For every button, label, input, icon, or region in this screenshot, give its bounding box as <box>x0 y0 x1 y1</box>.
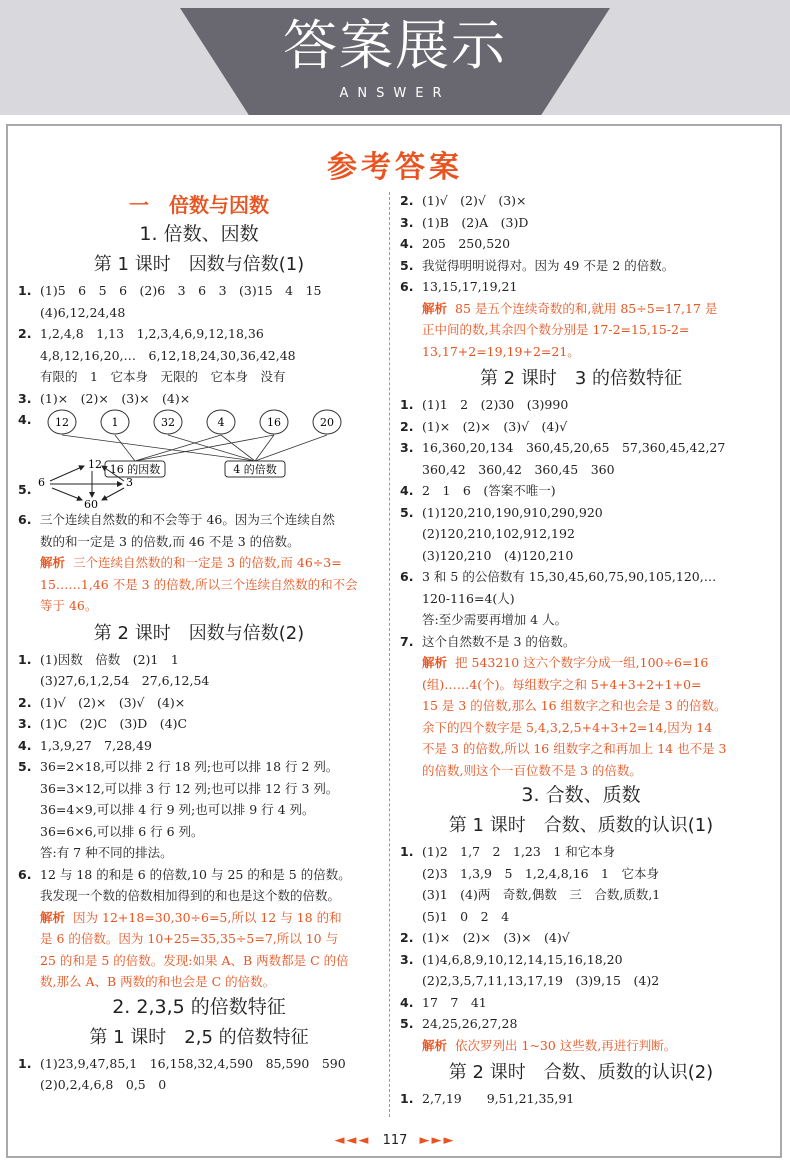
answer-line <box>18 649 380 671</box>
analysis-block <box>400 652 762 781</box>
left-column <box>18 190 380 1096</box>
analysis-line <box>18 574 380 596</box>
answer-line <box>18 842 380 864</box>
question-number: 3. <box>400 951 414 967</box>
analysis-text: 不是 3 的倍数,所以 16 组数字之和再加上 14 也不是 3 <box>422 741 727 756</box>
answer-text: 120-116=4(人) <box>422 590 515 606</box>
analysis-block <box>400 298 762 363</box>
unit-heading: 一 倍数与因数 <box>129 193 269 217</box>
question-number: 5. <box>400 257 414 273</box>
analysis-block <box>18 907 380 993</box>
answer-line <box>18 756 380 778</box>
section-heading: 3. 合数、质数 <box>521 784 641 806</box>
answer-text: (1)2 1,7 2 1,23 1 和它本身 <box>422 844 616 859</box>
answer-line <box>18 1074 380 1096</box>
answer-text: 我发现一个数的倍数相加得到的和也是这个数的倍数。 <box>40 888 341 903</box>
question-number: 1. <box>400 1091 414 1106</box>
answer-text: (3)1 (4)两 奇数,偶数 三 合数,质数,1 <box>422 887 661 902</box>
answer-line <box>18 821 380 843</box>
analysis-text: 因为 12+18=30,30÷6=5,所以 12 与 18 的和 <box>73 909 342 925</box>
answer-block <box>18 1053 380 1096</box>
question-number: 1. <box>18 651 32 667</box>
lesson-heading: 第 1 课时 合数、质数的认识(1) <box>448 815 714 836</box>
answer-block <box>400 190 762 298</box>
answer-line <box>400 631 762 653</box>
analysis-text: 是 6 的倍数。因为 10+25=35,35÷5=7,所以 10 与 <box>40 931 339 946</box>
analysis-line <box>400 738 762 760</box>
answer-line <box>400 949 762 971</box>
multiple-box-label: 4 的倍数 <box>233 463 277 476</box>
question-number: 6. <box>400 569 414 584</box>
answer-text: (2)0,2,4,6,8 0,5 0 <box>40 1077 167 1092</box>
question-number: 2. <box>400 930 414 945</box>
answer-line <box>18 885 380 907</box>
analysis-line <box>400 652 762 674</box>
right-column <box>400 190 762 1110</box>
answer-line <box>400 276 762 298</box>
question-number: 2. <box>18 326 32 341</box>
answer-block <box>18 509 380 552</box>
question-number: 5. <box>400 1016 414 1031</box>
answer-line <box>18 366 380 388</box>
answer-line <box>400 588 762 610</box>
analysis-line <box>18 907 380 929</box>
analysis-text: (组)……4(个)。每组数字之和 5+4+3+2+1+0= <box>422 676 702 692</box>
answer-line <box>400 609 762 631</box>
analysis-line <box>400 1035 762 1057</box>
lesson-heading: 第 2 课时 合数、质数的认识(2) <box>448 1062 714 1083</box>
question-number: 4. <box>18 412 32 427</box>
answer-line <box>400 566 762 588</box>
question-number: 1. <box>400 397 414 412</box>
answer-text: (2)120,210,102,912,192 <box>422 526 575 541</box>
answer-text: 12 与 18 的和是 6 的倍数,10 与 25 的和是 5 的倍数。 <box>40 866 351 882</box>
diagram-node-bottom: 60 <box>84 498 98 511</box>
analysis-line <box>400 341 762 363</box>
answer-text: (5)1 0 2 4 <box>422 908 510 924</box>
analysis-line <box>400 760 762 782</box>
analysis-label: 解析 <box>40 909 66 925</box>
answer-line <box>400 394 762 416</box>
answer-line <box>400 1088 762 1110</box>
answer-line <box>400 480 762 502</box>
analysis-text: 25 的和是 5 的倍数。发现:如果 A、B 两数都是 C 的倍 <box>40 952 349 968</box>
analysis-text: 正中间的数,其余四个数分别是 17-2=15,15-2= <box>422 322 690 337</box>
answer-line <box>18 713 380 735</box>
column-divider <box>389 192 390 1117</box>
analysis-line <box>18 552 380 574</box>
answer-text: 36=6×6,可以排 6 行 6 列。 <box>40 823 204 839</box>
question-number: 3. <box>18 716 32 731</box>
analysis-line <box>18 928 380 950</box>
section-heading: 2. 2,3,5 的倍数特征 <box>112 995 286 1018</box>
question-number: 1. <box>18 1055 32 1071</box>
diagram-node-left: 6 <box>38 476 45 489</box>
answer-text: (1)√ (2)× (3)√ (4)× <box>40 694 186 710</box>
answer-text: 2 1 6 (答案不唯一) <box>422 483 556 498</box>
divisor-box-label: 16 的因数 <box>109 463 161 476</box>
answer-line <box>400 416 762 438</box>
answer-text: 13,15,17,19,21 <box>422 279 518 294</box>
answer-line <box>400 841 762 863</box>
answer-text: (3)27,6,1,2,54 27,6,12,54 <box>40 673 210 688</box>
answer-text: (1)B (2)A (3)D <box>422 214 529 230</box>
answer-line <box>400 927 762 949</box>
number-label: 12 <box>55 416 69 429</box>
question-number: 2. <box>400 418 414 434</box>
number-label: 32 <box>161 416 175 429</box>
answer-text: (1)23,9,47,85,1 16,158,32,4,590 85,590 590 <box>40 1055 346 1071</box>
analysis-text: 85 是五个连续奇数的和,就用 85÷5=17,17 是 <box>455 300 718 316</box>
analysis-text: 依次罗列出 1~30 这些数,再进行判断。 <box>455 1037 677 1053</box>
question-number: 3. <box>400 214 414 230</box>
answer-line <box>18 302 380 324</box>
answer-text: (1)1 2 (2)30 (3)990 <box>422 397 569 412</box>
answer-text: (1)120,210,190,910,290,920 <box>422 504 603 520</box>
analysis-block <box>400 1035 762 1057</box>
diagram-node-top: 12 <box>88 458 102 471</box>
answer-text: 16,360,20,134 360,45,20,65 57,360,45,42,27 <box>422 440 726 455</box>
analysis-text: 余下的四个数字是 5,4,3,2,5+4+3+2=14,因为 14 <box>422 719 713 735</box>
page-number: 117 <box>382 1133 408 1148</box>
analysis-label: 解析 <box>422 300 448 316</box>
match-line <box>255 435 274 461</box>
analysis-line <box>400 319 762 341</box>
answer-text: 17 7 41 <box>422 994 487 1010</box>
answer-line <box>400 884 762 906</box>
analysis-text: 等于 46。 <box>40 598 98 613</box>
answer-block <box>400 394 762 652</box>
analysis-line <box>18 950 380 972</box>
answer-line <box>400 970 762 992</box>
analysis-label: 解析 <box>422 1037 448 1053</box>
question-number: 7. <box>400 633 414 649</box>
answer-line <box>400 459 762 481</box>
question-number: 4. <box>18 737 32 753</box>
match-line <box>135 435 221 461</box>
question-number: 2. <box>400 193 414 208</box>
question-number: 3. <box>18 390 32 406</box>
analysis-label: 解析 <box>422 655 448 670</box>
answer-text: 三个连续自然数的和不会等于 46。因为三个连续自然 <box>40 512 335 527</box>
answer-line <box>400 233 762 255</box>
answer-text: 1,2,4,8 1,13 1,2,3,4,6,9,12,18,36 <box>40 326 264 341</box>
analysis-line <box>400 674 762 696</box>
answer-text: (1)× (2)× (3)× (4)√ <box>422 930 570 945</box>
answer-line <box>18 670 380 692</box>
question-number: 5. <box>18 482 32 497</box>
answer-text: 36=4×9,可以排 4 行 9 列;也可以排 9 行 4 列。 <box>40 802 315 817</box>
answer-text: 1,3,9,27 7,28,49 <box>40 737 152 753</box>
answer-text: (2)2,3,5,7,11,13,17,19 (3)9,15 (4)2 <box>422 973 660 988</box>
number-label: 1 <box>111 416 119 429</box>
answer-block <box>400 841 762 1035</box>
answer-line <box>18 799 380 821</box>
answer-text: (4)6,12,24,48 <box>40 304 126 320</box>
answer-line <box>18 345 380 367</box>
diagram-arrow <box>52 488 82 500</box>
question-number: 6. <box>400 279 414 294</box>
analysis-line <box>400 717 762 739</box>
answer-text: 这个自然数不是 3 的倍数。 <box>422 633 576 649</box>
analysis-text: 三个连续自然数的和一定是 3 的倍数,而 46÷3= <box>73 555 342 570</box>
number-label: 4 <box>217 416 225 429</box>
analysis-text: 13,17+2=19,19+2=21。 <box>422 343 580 359</box>
question-number: 1. <box>18 283 32 298</box>
analysis-block <box>18 552 380 617</box>
page-footer <box>0 1133 790 1148</box>
answer-line <box>18 509 380 531</box>
question-number: 4. <box>400 236 414 251</box>
diagram-arrow <box>50 466 84 481</box>
answer-line <box>18 778 380 800</box>
section-heading: 1. 倍数、因数 <box>139 223 259 245</box>
analysis-text: 15 是 3 的倍数,那么 16 组数字之和也会是 3 的倍数。 <box>422 698 727 713</box>
answer-text: (1)√ (2)√ (3)× <box>422 193 527 208</box>
question-number: 2. <box>18 694 32 710</box>
answer-text: (1)5 6 5 6 (2)6 3 6 3 (3)15 4 15 <box>40 283 322 298</box>
question-number: 5. <box>400 504 414 520</box>
answer-text: 360,42 360,42 360,45 360 <box>422 461 615 477</box>
question-number: 3. <box>400 440 414 455</box>
analysis-text: 数,那么 A、B 两数的和也会是 C 的倍数。 <box>40 974 276 989</box>
answer-line <box>400 212 762 234</box>
answer-text: (1)因数 倍数 (2)1 1 <box>40 651 179 667</box>
answer-line <box>18 323 380 345</box>
match-line <box>168 435 255 461</box>
answer-line <box>18 735 380 757</box>
answer-line <box>400 1013 762 1035</box>
question-number: 6. <box>18 866 32 882</box>
header-banner <box>0 0 790 115</box>
answer-block <box>400 1088 762 1110</box>
lesson-heading: 第 2 课时 3 的倍数特征 <box>479 368 683 389</box>
answer-text: 36=3×12,可以排 3 行 12 列;也可以排 12 行 3 列。 <box>40 780 339 796</box>
answer-line <box>18 388 380 410</box>
answer-line <box>18 280 380 302</box>
answer-text: 205 250,520 <box>422 236 511 251</box>
diagram-node-right: 3 <box>126 476 133 489</box>
analysis-text: 的倍数,则这个一百位数不是 3 的倍数。 <box>422 762 642 778</box>
question-number: 5. <box>18 759 32 774</box>
page-title: 参考答案 <box>327 150 463 185</box>
answer-text: 数的和一定是 3 的倍数,而 46 不是 3 的倍数。 <box>40 533 300 549</box>
answer-text: (1)× (2)× (3)× (4)× <box>40 390 191 406</box>
diagram-arrow <box>102 488 124 500</box>
answer-text: (2)3 1,3,9 5 1,2,4,8,16 1 它本身 <box>422 865 659 881</box>
answer-block <box>18 649 380 907</box>
answer-line <box>400 523 762 545</box>
answer-line <box>400 190 762 212</box>
answer-text: 24,25,26,27,28 <box>422 1016 518 1031</box>
analysis-line <box>400 298 762 320</box>
answer-line <box>400 255 762 277</box>
banner-title: 答案展示 <box>283 14 507 77</box>
lesson-heading: 第 1 课时 2,5 的倍数特征 <box>89 1026 309 1048</box>
answer-text: (3)120,210 (4)120,210 <box>422 547 574 563</box>
answer-text: 答:至少需要再增加 4 人。 <box>422 612 568 627</box>
analysis-text: 15……1,46 不是 3 的倍数,所以三个连续自然数的和不会 <box>40 576 358 592</box>
answer-text: 答:有 7 种不同的排法。 <box>40 845 173 860</box>
analysis-line <box>18 971 380 993</box>
lesson-heading: 第 2 课时 因数与倍数(2) <box>93 622 305 644</box>
next-arrows: ►►► <box>419 1133 456 1148</box>
answer-line <box>400 906 762 928</box>
answer-text: 4,8,12,16,20,… 6,12,18,24,30,36,42,48 <box>40 347 296 363</box>
question-number: 1. <box>400 844 414 859</box>
number-label: 20 <box>320 416 334 429</box>
answer-text: 36=2×18,可以排 2 行 18 列;也可以排 18 行 2 列。 <box>40 759 339 774</box>
answer-text: (1)C (2)C (3)D (4)C <box>40 716 188 731</box>
answer-text: (1)4,6,8,9,10,12,14,15,16,18,20 <box>422 951 623 967</box>
lesson-heading: 第 1 课时 因数与倍数(1) <box>93 254 305 275</box>
match-line <box>255 435 327 461</box>
answer-line <box>400 545 762 567</box>
banner-subtitle: ANSWER <box>339 86 451 101</box>
analysis-line <box>400 695 762 717</box>
analysis-text: 把 543210 这六个数字分成一组,100÷6=16 <box>455 655 709 670</box>
answer-line <box>18 1053 380 1075</box>
answer-line <box>400 437 762 459</box>
answer-line <box>400 992 762 1014</box>
answer-line <box>18 692 380 714</box>
answer-line <box>400 502 762 524</box>
question-number: 6. <box>18 512 32 527</box>
analysis-line <box>18 595 380 617</box>
answer-text: 3 和 5 的公倍数有 15,30,45,60,75,90,105,120,… <box>422 569 717 584</box>
answer-text: (1)× (2)× (3)√ (4)√ <box>422 418 568 434</box>
answer-text: 我觉得明明说得对。因为 49 不是 2 的倍数。 <box>422 257 675 273</box>
answer-text: 2,7,19 9,51,21,35,91 <box>422 1091 575 1106</box>
analysis-label: 解析 <box>40 555 66 570</box>
answer-line <box>18 864 380 886</box>
number-label: 16 <box>267 416 281 429</box>
question-number: 4. <box>400 483 414 498</box>
answer-line <box>18 531 380 553</box>
question-number: 4. <box>400 994 414 1010</box>
prev-arrows: ◄◄◄ <box>334 1133 371 1148</box>
answer-line <box>400 863 762 885</box>
answer-text: 有限的 1 它本身 无限的 它本身 没有 <box>40 369 286 384</box>
